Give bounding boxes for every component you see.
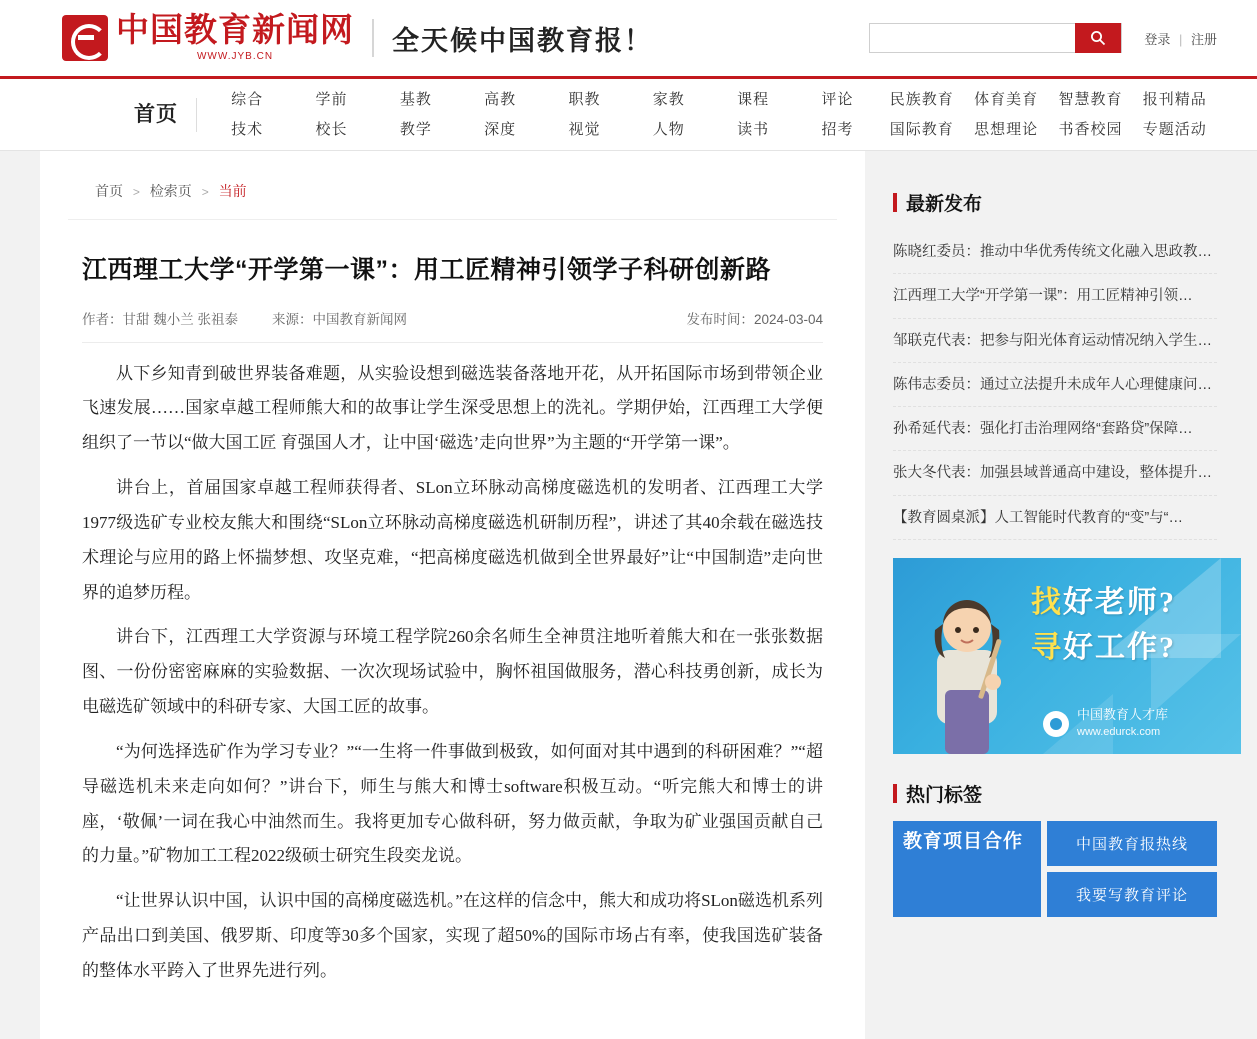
nav-item-guojijiaoyu[interactable]: 国际教育 bbox=[889, 120, 954, 138]
article-column bbox=[40, 151, 865, 1039]
article-paragraph: 从下乡知青到破世界装备难题，从实验设想到磁选装备落地开花，从开拓国际市场到带领企业飞速发展……国家卓越工程师熊大和的故事让学生深受思想上的洗礼。学期伊始，江西理工大学便组织了一节以“做大国工匠 育强国人才，让中国‘磁选’走向世界”为主题的“开学第一课”。 bbox=[82, 363, 823, 453]
search-input[interactable] bbox=[870, 24, 1075, 52]
nav-item-renwu[interactable]: 人物 bbox=[652, 120, 685, 138]
article-paragraph: “为何选择选矿作为学习专业？”“一生将一件事做到极致，如何面对其中遇到的科研困难？”“超导磁选机未来走向如何？”讲台下，师生与熊大和博士software积极互动。“听完熊大和博士的讲座，‘敬佩’一词在我心中油然而生。我将更加专心做科研，努力做贡献，争取为矿业强国贡献自己的力量。”矿物加工工程2022级硕士研究生段奕龙说。 bbox=[82, 741, 823, 866]
nav-item-dushu[interactable]: 读书 bbox=[737, 120, 770, 138]
section-marker-icon bbox=[893, 784, 897, 803]
nav-item-kecheng[interactable]: 课程 bbox=[737, 90, 770, 108]
promo-footer bbox=[1043, 707, 1168, 740]
auth-links bbox=[1144, 29, 1217, 48]
nav-item-zhaokao[interactable]: 招考 bbox=[821, 120, 854, 138]
main-nav bbox=[0, 79, 1257, 151]
article-paragraph: “让世界认识中国，认识中国的高梯度磁选机。”在这样的信念中，熊大和成功将SLon磁选机系列产品出口到美国、俄罗斯、印度等30多个国家，实现了超50%的国际市场占有率，使我国选矿装备的整体水平跨入了世界先进行列。 bbox=[82, 891, 823, 980]
nav-column-11 bbox=[1133, 85, 1217, 145]
tag-write-review[interactable]: 我要写教育评论 bbox=[1047, 872, 1217, 917]
promo-line-1 bbox=[1031, 580, 1176, 625]
article-paragraph: 讲台上，首届国家卓越工程师获得者、SLon立环脉动高梯度磁选机的发明者、江西理工大学1977级选矿专业校友熊大和围绕“SLon立环脉动高梯度磁选机研制历程”，讲述了其40余载在磁选技术理论与应用的路上怀揣梦想、攻坚克难，“把高梯度磁选机做到全世界最好”让“中国制造”走向世界的追梦历程。 bbox=[82, 478, 823, 602]
tag-hotline[interactable]: 中国教育报热线 bbox=[1047, 821, 1217, 866]
source-label: 来源： bbox=[272, 311, 313, 327]
latest-section-title: 最新发布 bbox=[906, 194, 983, 215]
promo-line2-keyword: 寻 bbox=[1031, 631, 1063, 665]
tag-cooperation[interactable]: 教育项目合作 bbox=[893, 821, 1041, 917]
nav-column-1 bbox=[289, 85, 373, 145]
nav-column-2 bbox=[374, 85, 458, 145]
list-item[interactable]: 张大冬代表：加强县域普通高中建设，整体提升… bbox=[893, 451, 1217, 495]
nav-item-zhuantihuodong[interactable]: 专题活动 bbox=[1142, 120, 1207, 138]
source-value: 中国教育新闻网 bbox=[312, 311, 408, 327]
nav-item-tiyumeiyu[interactable]: 体育美育 bbox=[974, 90, 1039, 108]
article-paragraph: 讲台下，江西理工大学资源与环境工程学院260余名师生全神贯注地听着熊大和在一张张数据图、一份份密密麻麻的实验数据、一次次现场试验中，胸怀祖国做服务，潜心科技勇创新，成长为电磁选矿领域中的科研专家、大国工匠的故事。 bbox=[82, 627, 823, 717]
nav-item-jijiao[interactable]: 基教 bbox=[399, 90, 432, 108]
nav-item-pinglun[interactable]: 评论 bbox=[821, 90, 854, 108]
article-source bbox=[272, 308, 407, 328]
header-right bbox=[869, 23, 1217, 53]
tag-grid bbox=[893, 821, 1217, 917]
breadcrumb-separator-1: > bbox=[132, 185, 140, 199]
latest-news-list bbox=[893, 230, 1217, 540]
nav-item-xueqian[interactable]: 学前 bbox=[315, 90, 348, 108]
nav-item-gaojiao[interactable]: 高教 bbox=[484, 90, 517, 108]
nav-columns bbox=[205, 85, 1217, 145]
nav-column-3 bbox=[458, 85, 542, 145]
date-value: 2024-03-04 bbox=[753, 311, 823, 327]
promo-line1-keyword: 找 bbox=[1031, 586, 1063, 620]
article-meta bbox=[82, 308, 823, 343]
breadcrumb-item-home[interactable]: 首页 bbox=[95, 183, 123, 199]
logo-mark-icon bbox=[62, 15, 108, 61]
site-logo[interactable] bbox=[62, 12, 354, 62]
date-label: 发布时间： bbox=[686, 311, 754, 327]
promo-brand-url: www.edurck.com bbox=[1077, 726, 1161, 739]
latest-section-header bbox=[893, 189, 1217, 216]
promo-text bbox=[1031, 580, 1176, 670]
nav-item-jishu[interactable]: 技术 bbox=[231, 120, 264, 138]
breadcrumb-item-current: 当前 bbox=[218, 183, 247, 199]
nav-column-5 bbox=[627, 85, 711, 145]
breadcrumb-item-search[interactable]: 检索页 bbox=[149, 183, 192, 199]
list-item[interactable]: 江西理工大学“开学第一课”：用工匠精神引领… bbox=[893, 274, 1217, 318]
header-divider bbox=[372, 19, 374, 57]
nav-item-home[interactable]: 首页 bbox=[134, 98, 197, 132]
nav-item-minzujiaoyu[interactable]: 民族教育 bbox=[889, 90, 954, 108]
article-authors bbox=[82, 308, 238, 328]
page-content bbox=[0, 151, 1257, 1039]
tags-section-title: 热门标签 bbox=[906, 785, 983, 807]
register-link[interactable]: 注册 bbox=[1190, 31, 1217, 47]
page-title: 江西理工大学“开学第一课”：用工匠精神引领学子科研创新路 bbox=[82, 256, 772, 284]
nav-column-6 bbox=[711, 85, 795, 145]
nav-item-zhihuijiaoyu[interactable]: 智慧教育 bbox=[1058, 90, 1123, 108]
sidebar bbox=[865, 151, 1217, 1039]
nav-column-4 bbox=[542, 85, 626, 145]
nav-item-xiaozhang[interactable]: 校长 bbox=[315, 120, 348, 138]
nav-column-8 bbox=[880, 85, 964, 145]
promo-brand-text bbox=[1077, 707, 1168, 740]
search-button[interactable] bbox=[1075, 23, 1121, 53]
nav-item-jiaoxue[interactable]: 教学 bbox=[399, 120, 432, 138]
nav-item-shendu[interactable]: 深度 bbox=[484, 120, 517, 138]
nav-column-0 bbox=[205, 85, 289, 145]
search-icon bbox=[1090, 30, 1106, 46]
search-box[interactable] bbox=[869, 23, 1122, 53]
authors-value: 甘甜 魏小兰 张祖泰 bbox=[122, 311, 239, 327]
list-item[interactable]: 陈伟志委员：通过立法提升未成年人心理健康问… bbox=[893, 363, 1217, 407]
breadcrumb-separator-2: > bbox=[201, 185, 209, 199]
promo-line2-rest: 好工作? bbox=[1063, 631, 1176, 665]
list-item[interactable]: 邹联克代表：把参与阳光体育运动情况纳入学生… bbox=[893, 319, 1217, 363]
list-item[interactable]: 陈晓红委员：推动中华优秀传统文化融入思政教… bbox=[893, 230, 1217, 274]
logo-text: 中国教育新闻网 bbox=[116, 12, 354, 49]
article-body bbox=[82, 357, 823, 989]
authors-label: 作者： bbox=[82, 311, 123, 327]
nav-item-shuxiangxiaoyuan[interactable]: 书香校园 bbox=[1058, 120, 1123, 138]
nav-item-zonghe[interactable]: 综合 bbox=[231, 90, 264, 108]
login-link[interactable]: 登录 bbox=[1144, 31, 1171, 47]
teacher-illustration-icon bbox=[919, 594, 1027, 754]
breadcrumb bbox=[68, 151, 837, 220]
tags-section-header bbox=[893, 780, 1217, 807]
list-item[interactable]: 孙希延代表：强化打击治理网络“套路贷”保障… bbox=[893, 407, 1217, 451]
nav-item-baokanjingpin[interactable]: 报刊精品 bbox=[1142, 90, 1207, 108]
logo-url: WWW.JYB.CN bbox=[196, 50, 274, 62]
nav-column-9 bbox=[964, 85, 1048, 145]
promo-line-2 bbox=[1031, 625, 1176, 670]
promo-banner[interactable] bbox=[893, 558, 1241, 754]
nav-item-sixianglilun[interactable]: 思想理论 bbox=[974, 120, 1039, 138]
article-date bbox=[686, 308, 823, 328]
site-header bbox=[0, 0, 1257, 79]
section-marker-icon bbox=[893, 193, 897, 212]
nav-column-7 bbox=[795, 85, 879, 145]
auth-separator: | bbox=[1178, 31, 1183, 47]
list-item[interactable]: 【教育圆桌派】人工智能时代教育的“变”与“… bbox=[893, 496, 1217, 540]
nav-item-jiajiao[interactable]: 家教 bbox=[652, 90, 685, 108]
promo-line1-rest: 好老师? bbox=[1063, 586, 1176, 620]
site-slogan: 全天候中国教育报！ bbox=[392, 25, 653, 56]
promo-brand-icon bbox=[1043, 711, 1069, 737]
nav-item-zhijiao[interactable]: 职教 bbox=[568, 90, 601, 108]
content-inner bbox=[40, 151, 1217, 1039]
nav-column-10 bbox=[1048, 85, 1132, 145]
tag-column bbox=[1047, 821, 1217, 917]
promo-brand-name: 中国教育人才库 bbox=[1077, 707, 1169, 723]
nav-item-shijue[interactable]: 视觉 bbox=[568, 120, 601, 138]
